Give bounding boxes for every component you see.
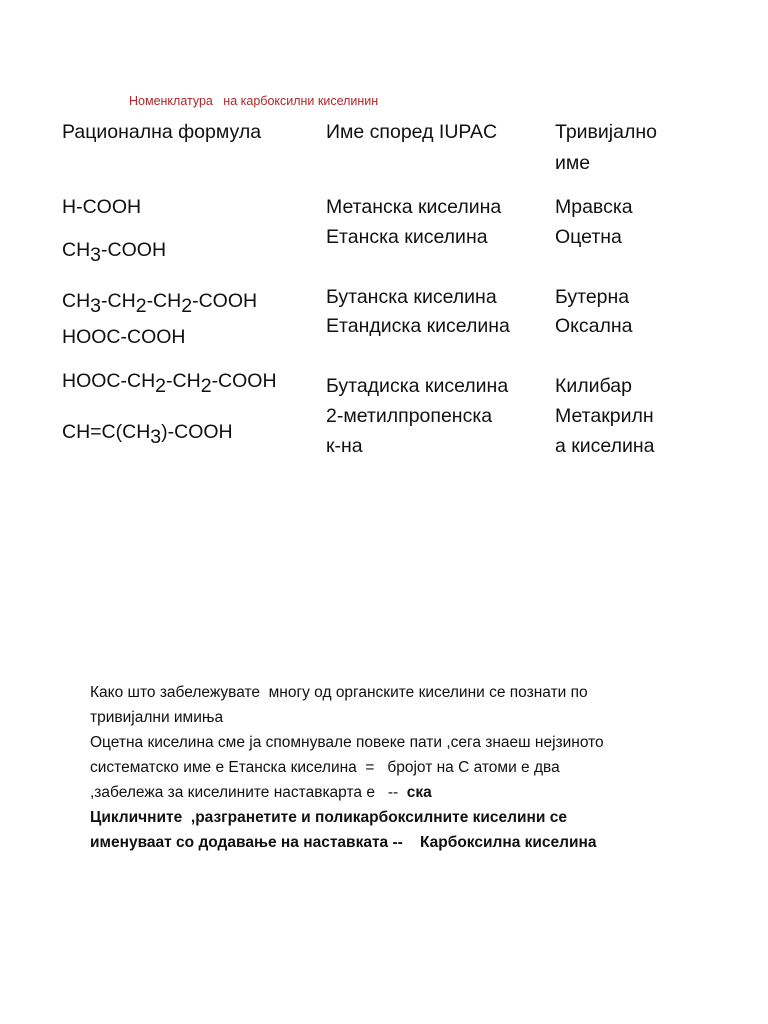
paragraph-line: систематско име е Етанска киселина = бројот на С атоми е два (90, 759, 560, 776)
formula-subscript: 3 (90, 244, 102, 266)
formula-oxalic (62, 322, 186, 352)
formula-text: -COOH (192, 290, 258, 312)
paragraph-line-bold: Цикличните ,разгранетите и поликарбоксилните киселини се (90, 809, 567, 826)
paragraph-line: Оцетна киселина сме ја спомнувале повеке пати ,сега знаеш нејзиното (90, 734, 604, 751)
formula-subscript: 2 (155, 375, 167, 397)
formula-text: CH (62, 239, 91, 261)
formula-subscript: 2 (200, 375, 212, 397)
iupac-name: Бутанска киселина (326, 286, 497, 308)
formula-text: CH (62, 290, 91, 312)
trivial-name: а киселина (555, 435, 655, 457)
paragraph-line: Како што забележувате многу од органските киселини се познати по (90, 684, 588, 701)
formula-text: HOOC-COOH (62, 326, 186, 348)
formula-butanoic (62, 286, 257, 316)
trivial-name: Мравска (555, 196, 633, 218)
paragraph-line: тривијални имиња (90, 709, 224, 726)
iupac-name: Етандиска киселина (326, 315, 510, 337)
iupac-name: Етанска киселина (326, 226, 488, 248)
iupac-name: 2-метилпропенска (326, 405, 493, 427)
iupac-name: Бутадиска киселина (326, 375, 509, 397)
formula-text: -CH (146, 290, 182, 312)
header-trivial-line2: име (555, 152, 591, 174)
formula-text: )-COOH (161, 421, 233, 443)
paragraph-line (90, 780, 710, 805)
formula-subscript: 3 (150, 426, 162, 448)
trivial-name: Килибар (555, 375, 632, 397)
header-formula: Рационална формула (62, 121, 262, 143)
formula-subscript: 2 (181, 295, 193, 317)
formula-methacrylic (62, 417, 233, 447)
trivial-name: Оцетна (555, 226, 622, 248)
formula-subscript: 2 (135, 295, 147, 317)
formula-butanedioic (62, 366, 277, 396)
explanation-paragraph (90, 680, 710, 855)
iupac-name: к-на (326, 435, 363, 457)
formula-methanoic (62, 192, 141, 222)
iupac-name: Метанска киселина (326, 196, 502, 218)
formula-ethanoic (62, 235, 166, 265)
formula-subscript: 3 (90, 295, 102, 317)
trivial-name: Бутерна (555, 286, 630, 308)
formula-text: -COOH (101, 239, 167, 261)
paragraph-line-bold: именуваат со додавање на наставката -- Карбоксилна киселина (90, 834, 597, 851)
trivial-name: Метакрилн (555, 405, 654, 427)
suffix-emphasis: ска (406, 784, 432, 801)
formula-text: -CH (166, 370, 201, 392)
trivial-name: Оксална (555, 315, 633, 337)
formula-text: CH=C(CH (62, 421, 151, 443)
paragraph-text: ,забележа за киселините наставкарта е -- (90, 784, 407, 801)
header-trivial: Тривијално (555, 121, 657, 143)
formula-text: -COOH (211, 370, 277, 392)
page-title: Номенклатура на карбоксилни киселинин (129, 94, 379, 108)
formula-text: H-COOH (62, 196, 142, 218)
header-iupac: Име според IUPAC (326, 121, 498, 143)
formula-text: HOOC-CH (62, 370, 156, 392)
formula-text: -CH (101, 290, 136, 312)
